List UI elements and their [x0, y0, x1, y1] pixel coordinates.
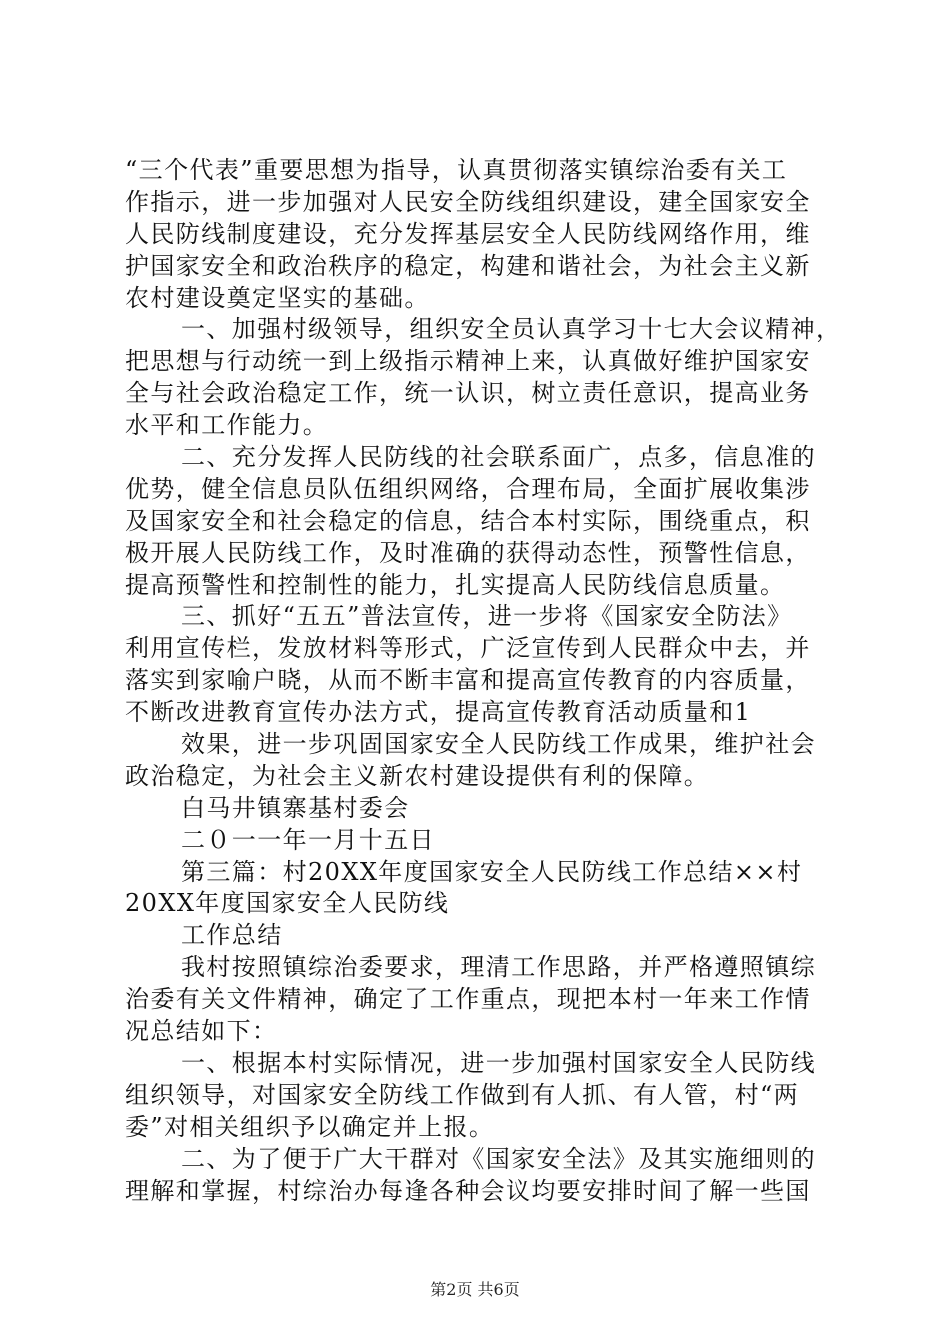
text-line: “三个代表”重要思想为指导，认真贯彻落实镇综治委有关工 [125, 156, 788, 184]
text-line: 一、加强村级领导，组织安全员认真学习十七大会议精神， [181, 315, 842, 344]
text-line: 利用宣传栏，发放材料等形式，广泛宣传到人民群众中去，并 [125, 634, 811, 663]
text-line: 20XX年度国家安全人民防线 [125, 889, 450, 918]
text-line: 极开展人民防线工作，及时准确的获得动态性，预警性信息， [125, 538, 811, 567]
text-line: 护国家安全和政治秩序的稳定，构建和谐社会，为社会主义新 [125, 251, 811, 280]
text-line: 第三篇：村20XX年度国家安全人民防线工作总结××村 [181, 857, 803, 886]
text-line: 不断改进教育宣传办法方式，提高宣传教育活动质量和1 [125, 698, 752, 727]
text-line: 二、充分发挥人民防线的社会联系面广，点多，信息准的 [181, 443, 816, 472]
text-line: 白马井镇寨基村委会 [181, 793, 410, 822]
text-line: 优势，健全信息员队伍组织网络，合理布局，全面扩展收集涉 [125, 474, 811, 503]
page-footer: 第2页 共6页 [430, 1280, 520, 1299]
document-body [125, 155, 845, 1207]
text-line: 况总结如下： [125, 1017, 278, 1046]
text-line: 工作总结 [181, 921, 283, 950]
text-line: 理解和掌握，村综治办每逢各种会议均要安排时间了解一些国 [125, 1176, 811, 1205]
text-line: 提高预警性和控制性的能力，扎实提高人民防线信息质量。 [125, 570, 786, 599]
text-line: 农村建设奠定坚实的基础。 [125, 283, 430, 312]
text-line: 落实到家喻户晓，从而不断丰富和提高宣传教育的内容质量， [125, 666, 811, 695]
text-line: 三、抓好“五五”普法宣传，进一步将《国家安全防法》 [181, 602, 793, 631]
text-line: 治委有关文件精神，确定了工作重点，现把本村一年来工作情 [125, 985, 811, 1014]
text-line: 一、根据本村实际情况，进一步加强村国家安全人民防线 [181, 1048, 816, 1077]
text-line: 政治稳定，为社会主义新农村建设提供有利的保障。 [125, 761, 710, 790]
text-line: 组织领导，对国家安全防线工作做到有人抓、有人管，村“两 [125, 1080, 800, 1109]
text-line: 作指示，进一步加强对人民安全防线组织建设，建全国家安全 [125, 187, 811, 216]
text-line: 委”对相关组织予以确定并上报。 [125, 1112, 495, 1141]
text-line: 全与社会政治稳定工作，统一认识，树立责任意识，提高业务 [125, 379, 811, 408]
text-line: 我村按照镇综治委要求，理清工作思路，并严格遵照镇综 [181, 953, 816, 982]
text-line: 二０一一年一月十五日 [181, 825, 435, 854]
text-line: 及国家安全和社会稳定的信息，结合本村实际，围绕重点，积 [125, 506, 811, 535]
text-line: 水平和工作能力。 [125, 411, 329, 440]
text-line: 人民防线制度建设，充分发挥基层安全人民防线网络作用，维 [125, 219, 811, 248]
text-line: 二、为了便于广大干群对《国家安全法》及其实施细则的 [181, 1144, 816, 1173]
text-line: 把思想与行动统一到上级指示精神上来，认真做好维护国家安 [125, 347, 811, 376]
text-line: 效果，进一步巩固国家安全人民防线工作成果，维护社会 [181, 730, 816, 759]
